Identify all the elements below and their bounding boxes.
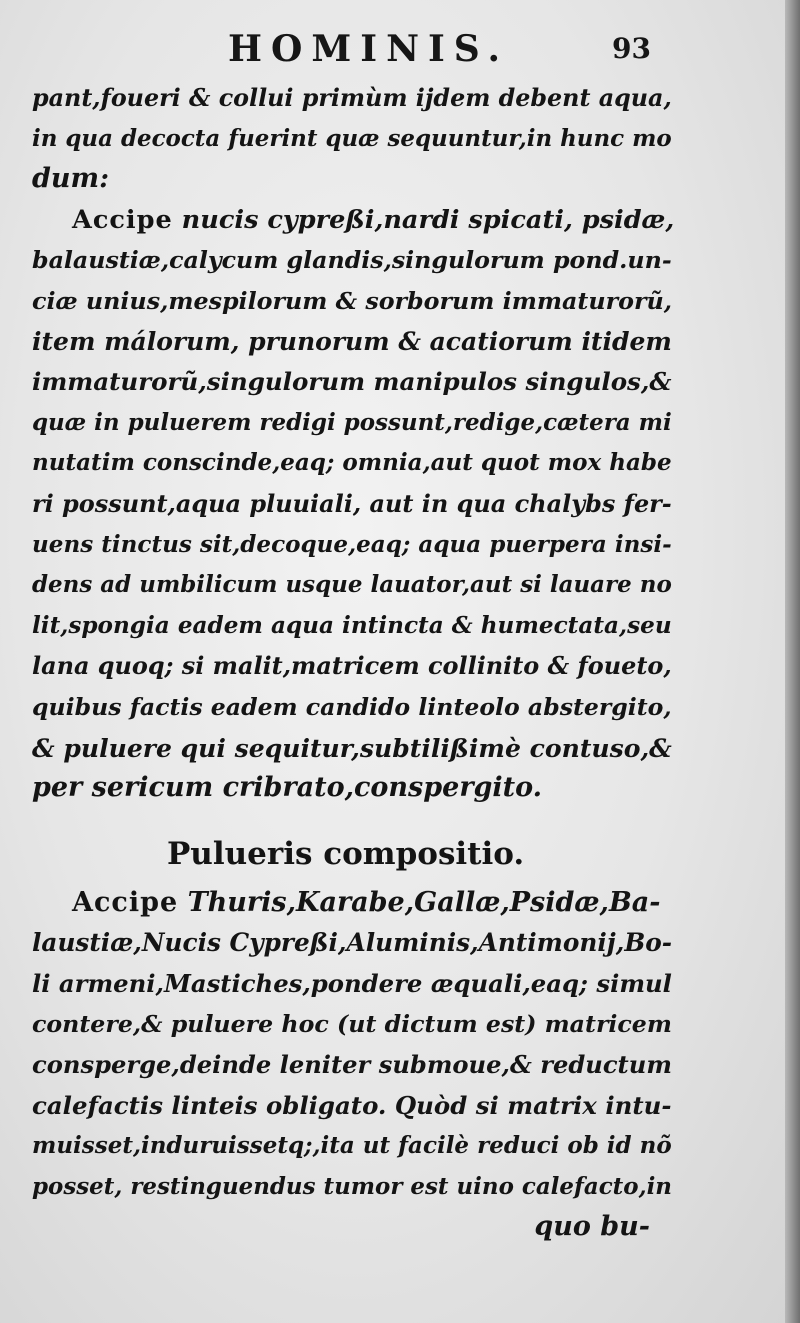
text-line: consperge,deinde leniter submoue,& reductum [32, 1050, 672, 1080]
text-line: nutatim conscinde,eaq; omnia,aut quot mox habe [32, 449, 672, 477]
text-line: in qua decocta fuerint quæ sequuntur,in hunc mo [32, 124, 672, 152]
text-line-content: Thuris,Karabe,Gallæ,Psidæ,Ba- [187, 886, 661, 918]
text-line: pant,foueri & collui primùm ijdem debent aqua, [32, 84, 672, 112]
section-heading: Pulueris compositio. [167, 835, 525, 872]
opening-word: Accipe [72, 886, 179, 918]
paragraph-continuation [32, 78, 672, 200]
text-line: muisset,induruissetq;,ita ut facilè reduci ob id nõ [32, 1132, 672, 1160]
text-line: lana quoq; si malit,matricem collinito & foueto, [32, 652, 672, 681]
text-line: balaustiæ,calycum glandis,singulorum pond.un- [32, 246, 672, 275]
page-number: 93 [612, 32, 651, 65]
text-line: quibus factis eadem candido linteolo abstergito, [32, 692, 672, 721]
text-line: per sericum cribrato,conspergito. [32, 772, 543, 804]
text-line: dum: [32, 163, 110, 195]
page-edge-shadow [785, 0, 800, 1323]
text-line: ri possunt,aqua pluuiali, aut in qua chalybs fer- [32, 489, 672, 518]
text-line: uens tinctus sit,decoque,eaq; aqua puerpera insi- [32, 530, 672, 558]
text-line [32, 883, 662, 924]
text-line: lit,spongia eadem aqua intincta & humectata,seu [32, 611, 672, 639]
opening-word: Accipe [72, 204, 173, 235]
text-line: dens ad umbilicum usque lauator,aut si lauare no [32, 571, 672, 599]
text-line: calefactis linteis obligato. Quòd si matrix intu- [32, 1090, 672, 1120]
text-line: item málorum, prunorum & acatiorum itidem [32, 326, 672, 356]
text-block [32, 78, 675, 1248]
text-line: & puluere qui sequitur,subtilißimè contuso,& [32, 732, 672, 763]
section-spacer [32, 809, 662, 825]
text-line: ciæ unius,mespilorum & sorborum immaturorũ, [32, 286, 672, 315]
text-line: posset, restinguendus tumor est uino calefacto,in [32, 1172, 672, 1200]
text-line: quæ in puluerem redigi possunt,redige,cætera mi [32, 408, 672, 436]
text-line: contere,& puluere hoc (ut dictum est) matricem [32, 1010, 672, 1039]
text-line: immaturorũ,singulorum manipulos singulos,& [32, 367, 672, 397]
text-line [32, 200, 675, 241]
paragraph-powder [32, 883, 673, 1248]
text-line-content: nucis cypreßi,nardi spicati, psidæ, [181, 204, 675, 235]
text-line: li armeni,Mastiches,pondere æquali,eaq; simul [32, 968, 672, 998]
text-line: laustiæ,Nucis Cypreßi,Aluminis,Antimonij,Bo- [32, 928, 673, 958]
paragraph-recipe-bath [32, 200, 675, 809]
catchword: quo bu- [534, 1211, 650, 1243]
running-head [0, 22, 790, 72]
running-title: HOMINIS. [228, 28, 510, 70]
